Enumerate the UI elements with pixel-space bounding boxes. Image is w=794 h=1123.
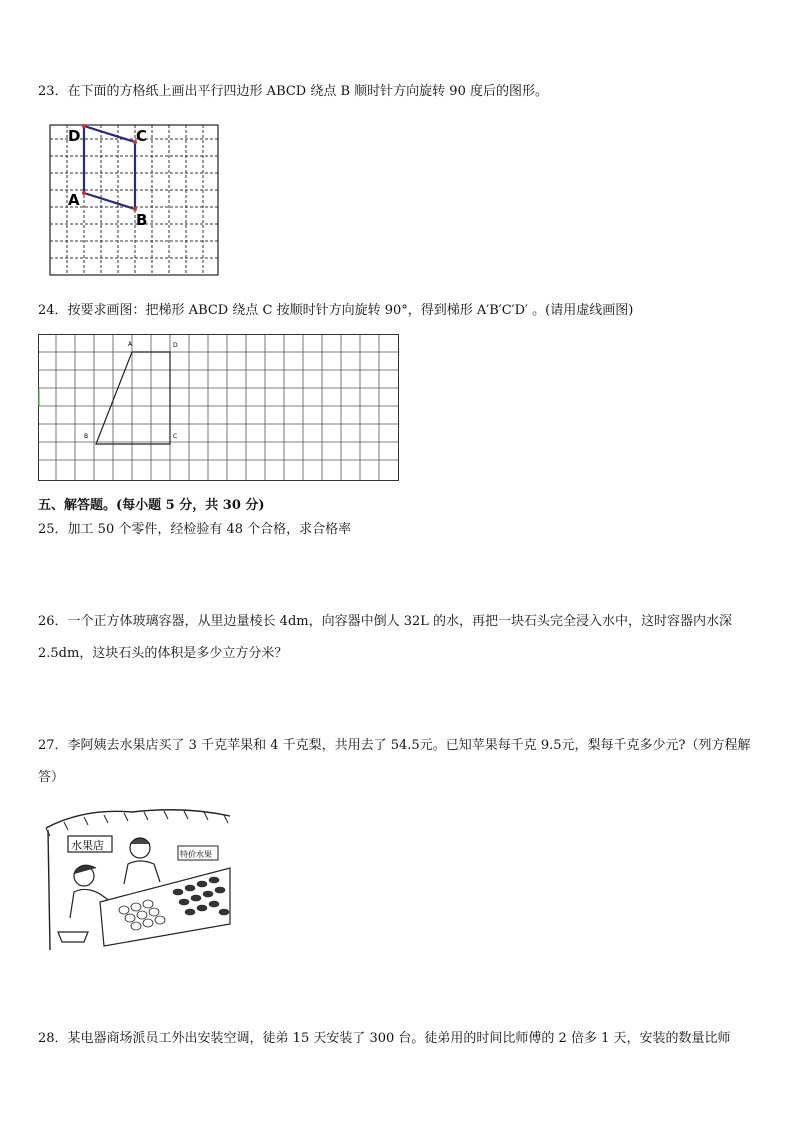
trapezoid-abcd	[96, 352, 170, 444]
question-23: 23．在下面的方格纸上画出平行四边形 ABCD 绕点 B 顺时针方向旋转 90 度后的图形。	[38, 84, 548, 99]
label-a: A	[68, 191, 80, 209]
question-26: 26．一个正方体玻璃容器，从里边量棱长 4dm，向容器中倒人 32L 的水，再把一块石头完全浸入水中，这时容器内水深 2.5dm，这块石头的体积是多少立方分米？	[38, 614, 733, 661]
fruit-shop-illustration	[44, 806, 234, 952]
parallelogram-abcd	[84, 126, 135, 209]
label-d: D	[68, 127, 81, 145]
section-heading: 五、解答题。(每小题 5 分，共 30 分)	[38, 498, 265, 513]
label-b: B	[136, 211, 148, 229]
question-27: 27．李阿姨去水果店买了 3 千克苹果和 4 千克梨，共用去了 54.5元。已知苹果每千克 9.5元，梨每千克多少元?（列方程解答）	[38, 738, 751, 785]
label-c: C	[173, 433, 178, 440]
label-a: A	[128, 341, 133, 348]
question-24: 24．按要求画图：把梯形 ABCD 绕点 C 按顺时针方向旋转 90°，得到梯形 A′B′C′D′ 。(请用虚线画图)	[38, 303, 634, 318]
grid-figure-24	[38, 334, 400, 482]
price-sign: 特价水果	[180, 850, 212, 859]
label-b: B	[84, 433, 89, 440]
question-25: 25．加工 50 个零件，经检验有 48 个合格，求合格率	[38, 522, 352, 537]
shop-sign: 水果店	[71, 839, 104, 852]
label-c: C	[136, 127, 148, 145]
question-28: 28．某电器商场派员工外出安装空调，徒弟 15 天安装了 300 台。徒弟用的时间比师傅的 2 倍多 1 天，安装的数量比师	[38, 1031, 731, 1046]
label-d: D	[173, 342, 178, 349]
grid-figure-23	[48, 123, 220, 277]
